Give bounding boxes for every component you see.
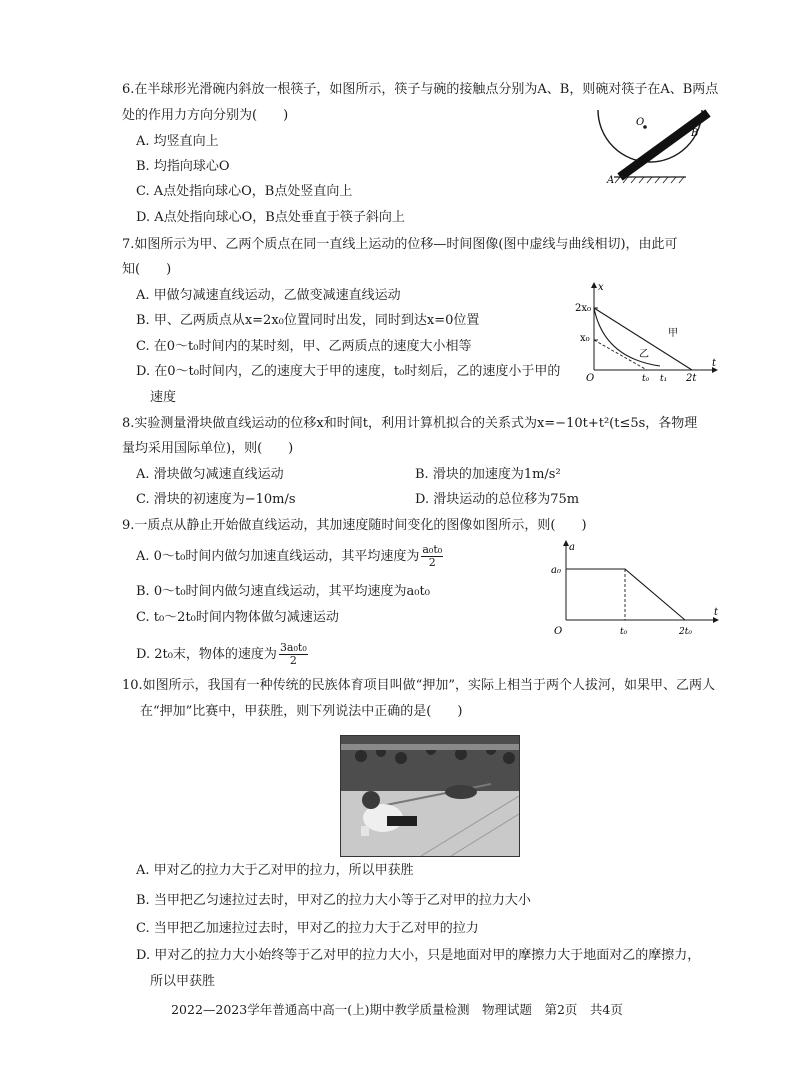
q7-stem-line1: 7.如图所示为甲、乙两个质点在同一直线上运动的位移—时间图像(图中虚线与曲线相切)，由此可 (122, 237, 678, 252)
q6-option-b: B. 均指向球心O (136, 159, 230, 174)
q7-xt-graph (572, 280, 722, 389)
q6-option-a: A. 均竖直向上 (136, 134, 219, 149)
q8-option-b: B. 滑块的加速度为1m/s² (415, 467, 561, 482)
q7-option-a: A. 甲做匀减速直线运动，乙做变减速直线运动 (136, 288, 401, 303)
chopstick (620, 113, 708, 177)
q9-option-a (136, 544, 443, 569)
q7-option-c: C. 在0～t₀时间内的某时刻，甲、乙两质点的速度大小相等 (136, 339, 472, 354)
tick-t0: t₀ (642, 374, 650, 384)
q8-option-d: D. 滑块运动的总位移为75m (415, 492, 580, 507)
q10-option-d: D. 甲对乙的拉力大小始终等于乙对甲的拉力大小，只是地面对甲的摩擦力大于地面对乙的摩擦力， (136, 948, 701, 963)
q9-stem: 9.一质点从静止开始做直线运动，其加速度随时间变化的图像如图所示，则( ) (122, 518, 587, 533)
q8-stem-line1: 8.实验测量滑块做直线运动的位移x和时间t，利用计算机拟合的关系式为x=−10t+t²(t≤5s，各物理 (122, 416, 698, 431)
q8-stem-line2: 量均采用国际单位)，则( ) (122, 441, 294, 456)
q10-option-c: C. 当甲把乙加速拉过去时，甲对乙的拉力大于乙对甲的拉力 (136, 921, 479, 936)
q9-option-a-text: A. 0～t₀时间内做匀加速直线运动，其平均速度为 (136, 548, 420, 564)
q9-option-a-fraction (421, 544, 443, 569)
tick-t0: t₀ (620, 627, 628, 637)
tick-t1: t₁ (660, 374, 668, 384)
frac-den: 2 (428, 556, 436, 569)
page-footer: 2022—2023学年普通高中高一(上)期中教学质量检测 物理试题 第2页 共4页 (171, 1002, 623, 1017)
label-yi: 乙 (639, 349, 649, 360)
origin-label: O (554, 626, 563, 637)
y-tick-x0: x₀ (580, 333, 590, 344)
q6-option-c: C. A点处指向球心O，B点处竖直向上 (136, 184, 353, 199)
label-jia: 甲 (668, 328, 678, 339)
q6-stem-line1: 6.在半球形光滑碗内斜放一根筷子，如图所示，筷子与碗的接触点分别为A、B，则碗对筷子在A、B两点 (122, 82, 719, 97)
q7-stem-line2: 知( ) (122, 262, 172, 277)
frac-den: 2 (289, 654, 297, 667)
x-axis-label: t (712, 358, 717, 369)
origin-label: O (586, 373, 595, 384)
acceleration-line (566, 569, 685, 620)
curve-yi (594, 308, 660, 366)
q10-stem-line2: 在“押加”比赛中，甲获胜，则下列说法中正确的是( ) (140, 704, 463, 719)
frac-num: 3a₀t₀ (279, 641, 307, 654)
q8-option-c: C. 滑块的初速度为−10m/s (136, 492, 296, 507)
line-jia (594, 308, 692, 370)
q6-stem-line2: 处的作用力方向分别为( ) (122, 108, 289, 123)
q9-option-d (136, 642, 308, 667)
tug-of-war-photo (340, 735, 520, 857)
q9-at-graph (548, 538, 723, 642)
q8-option-a: A. 滑块做匀减速直线运动 (136, 467, 284, 482)
q9-option-c: C. t₀～2t₀时间内物体做匀减速运动 (136, 610, 339, 625)
q10-option-d-cont: 所以甲获胜 (150, 974, 216, 989)
label-b: B (691, 128, 699, 139)
y-tick-2x0: 2x₀ (575, 303, 592, 314)
y-tick-a0: a₀ (551, 565, 561, 576)
frac-num: a₀t₀ (422, 543, 443, 556)
tick-2t0: 2t₀ (679, 627, 692, 637)
q10-option-a: A. 甲对乙的拉力大于乙对甲的拉力，所以甲获胜 (136, 863, 414, 878)
label-a: A (607, 175, 615, 186)
x-axis-label: t (714, 607, 719, 618)
q6-option-d: D. A点处指向球心O，B点处垂直于筷子斜向上 (136, 210, 405, 225)
q9-option-d-text: D. 2t₀末，物体的速度为 (136, 646, 277, 662)
tick-2t: 2t (686, 373, 697, 384)
q9-option-d-fraction (279, 642, 308, 667)
q10-stem-line1: 10.如图所示，我国有一种传统的民族体育项目叫做“押加”，实际上相当于两个人拔河，如果甲、乙两人 (122, 678, 715, 693)
q9-option-b: B. 0～t₀时间内做匀速直线运动，其平均速度为a₀t₀ (136, 584, 430, 599)
q6-bowl-figure (590, 105, 720, 194)
q7-option-d-cont: 速度 (150, 390, 177, 405)
q10-option-b: B. 当甲把乙匀速拉过去时，甲对乙的拉力大小等于乙对甲的拉力大小 (136, 893, 531, 908)
q7-option-b: B. 甲、乙两质点从x=2x₀位置同时出发，同时到达x=0位置 (136, 313, 480, 328)
y-axis-label: x (598, 282, 604, 293)
y-axis-label: a (569, 542, 575, 553)
q7-option-d: D. 在0～t₀时间内，乙的速度大于甲的速度，t₀时刻后，乙的速度小于甲的 (136, 364, 561, 379)
label-o: O (636, 117, 645, 128)
